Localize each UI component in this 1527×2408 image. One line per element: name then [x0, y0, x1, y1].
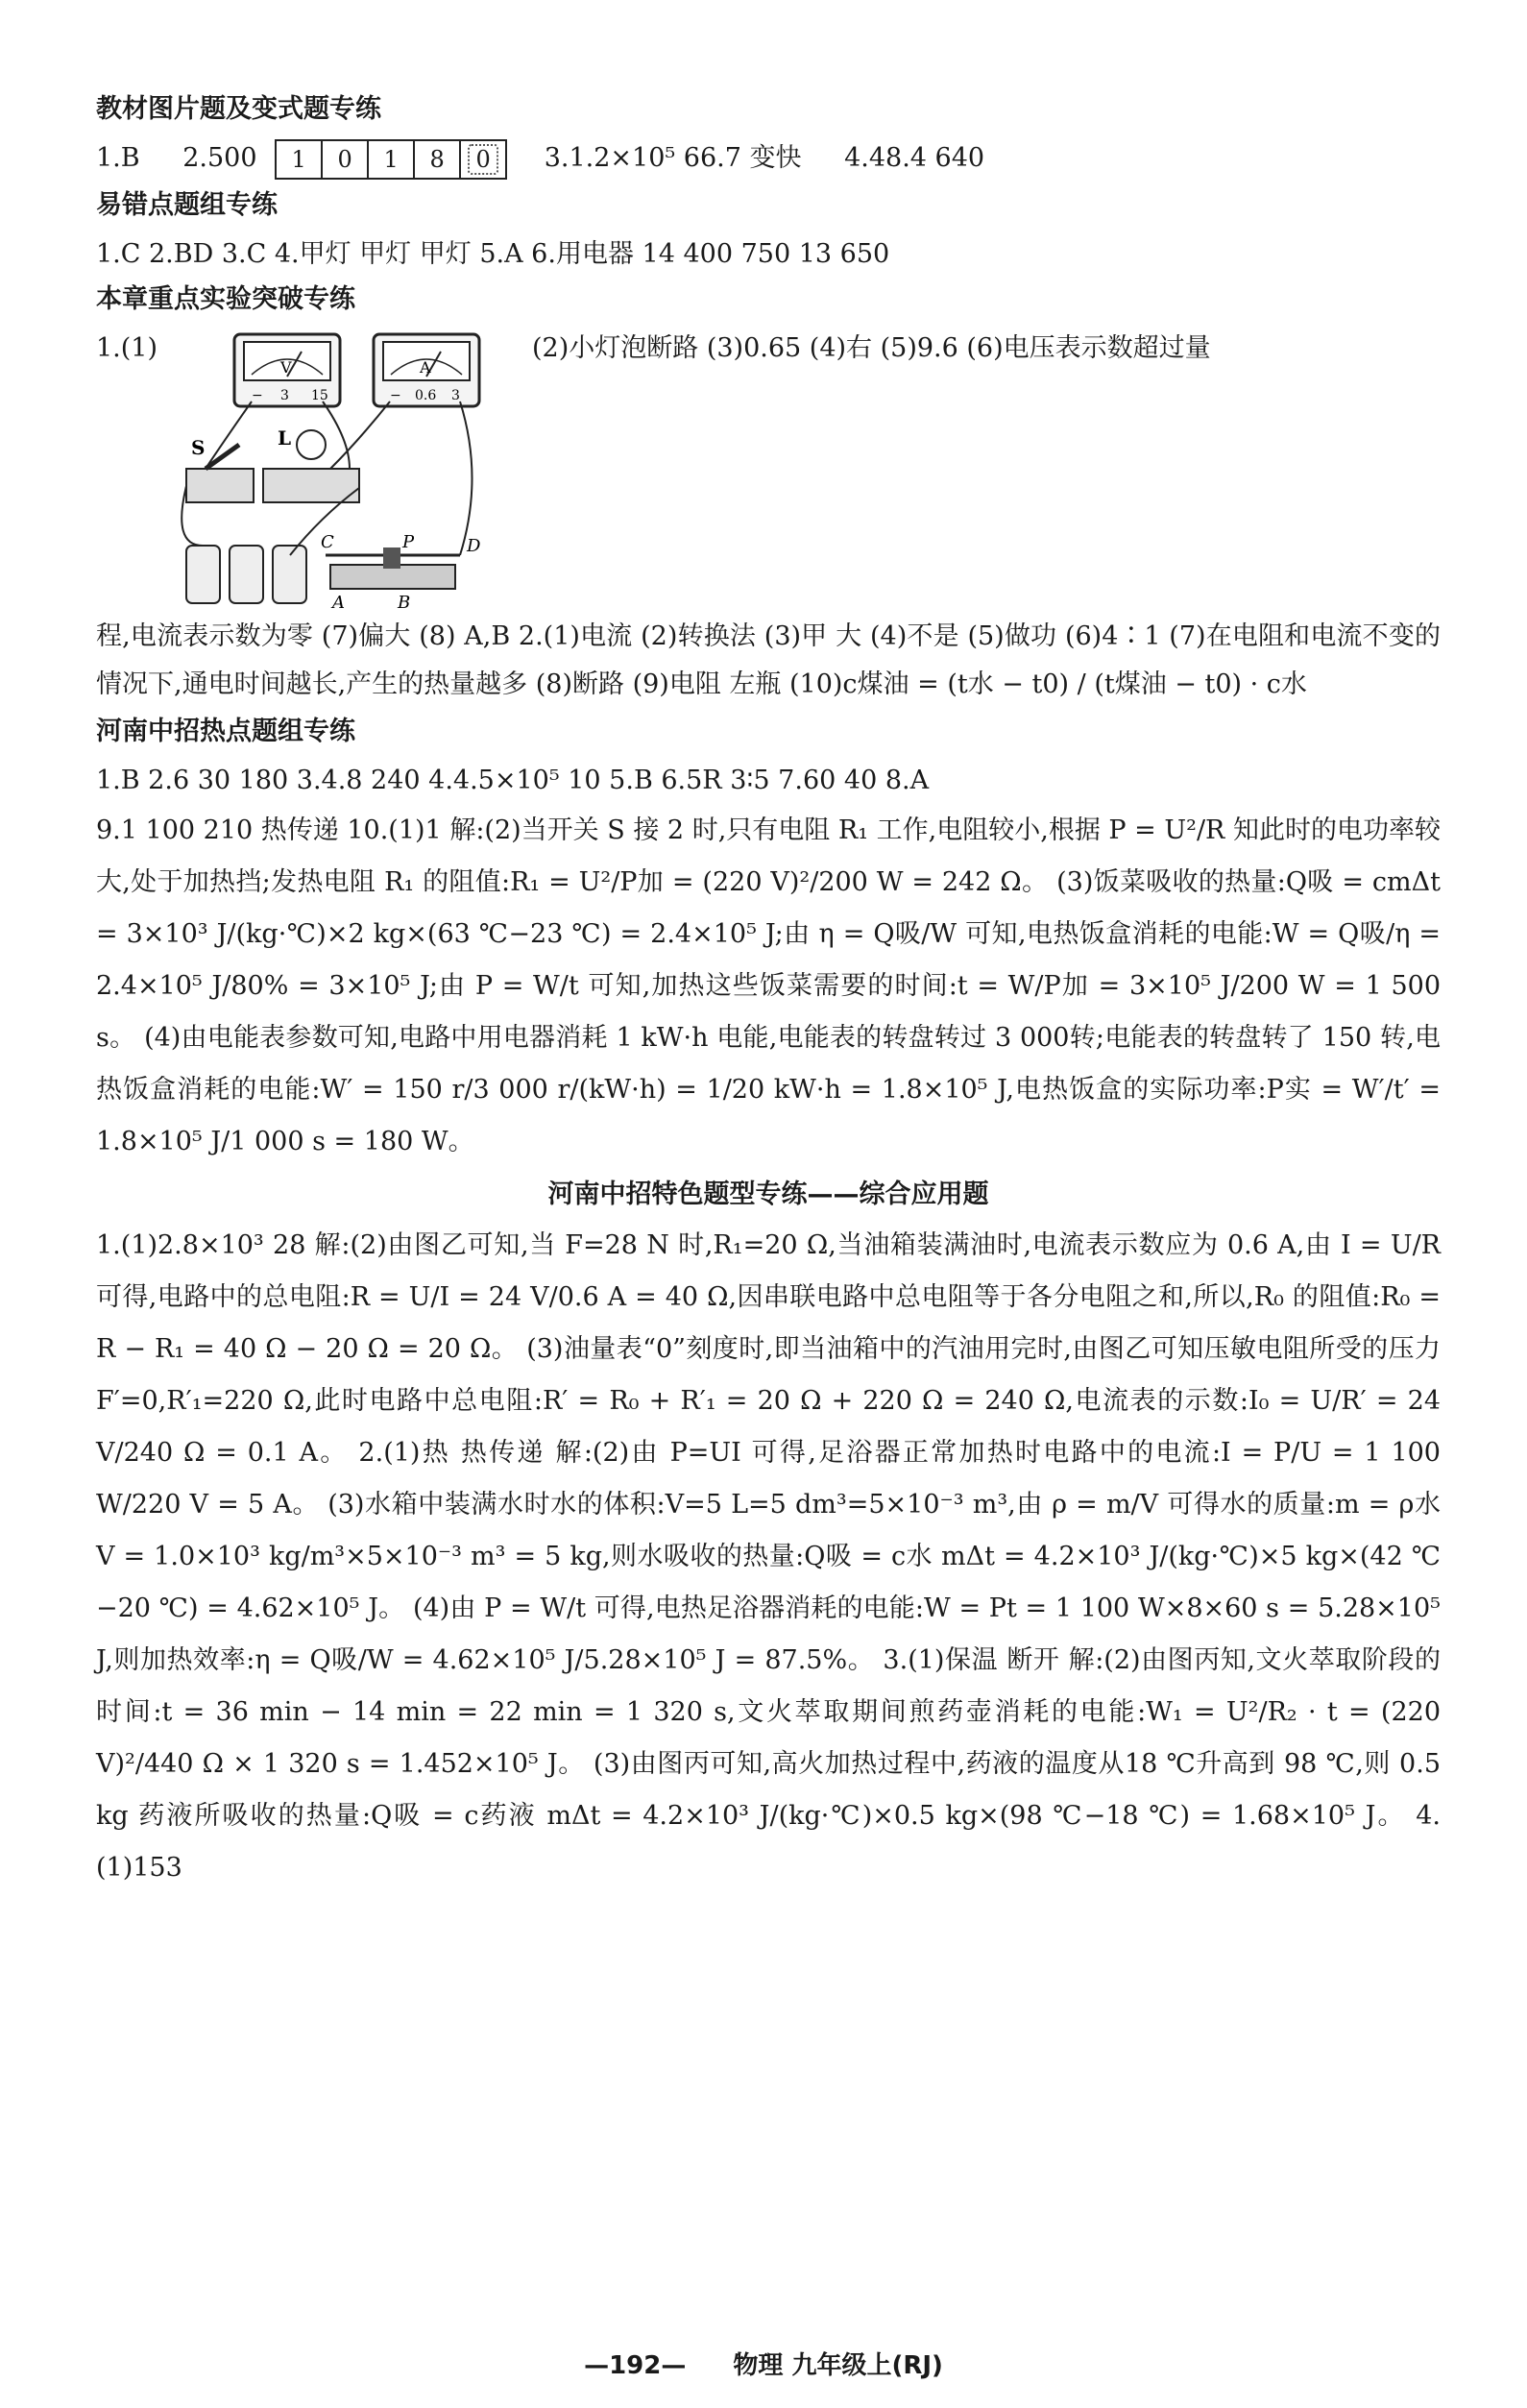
section-2-answers: 1.C 2.BD 3.C 4.甲灯 甲灯 甲灯 5.A 6.用电器 14 400 750 13 650: [96, 239, 890, 269]
label-b: B: [398, 593, 411, 613]
page-number: —192—: [584, 2351, 687, 2380]
label-p: P: [402, 532, 415, 552]
section-title-5: 河南中招特色题型专练——综合应用题: [547, 1180, 989, 1209]
question-1-label: 1.(1): [96, 333, 158, 363]
label-a: A: [332, 593, 346, 613]
section-title-4: 河南中招热点题组专练: [96, 717, 355, 746]
digit-box: 0: [323, 141, 369, 178]
voltmeter-scale-label: 15: [311, 388, 328, 403]
digit-box: 1: [369, 141, 415, 178]
voltmeter-icon: [234, 334, 340, 406]
ammeter-letter: A: [420, 358, 431, 377]
rheostat-slider: [383, 547, 400, 569]
section-5-paragraph: 1.(1)2.8×10³ 28 解:(2)由图乙可知,当 F=28 N 时,R₁=20 Ω,当油箱装满油时,电流表示数应为 0.6 A,由 I = U/R 可得,电路中的总电阻:R = U/I = 24 V/0.6 A = 40 Ω,因串联电路中总电阻等于各分电阻之和,所以,R₀ 的阻值:R₀ = R − R₁ = 40 Ω − 20 Ω = 20 Ω。 (3)油量表“0”刻度时,即当油箱中的汽油用完时,由图乙可知压敏电阻所受的压力 F′=0,R′₁=220 Ω,此时电路中总电阻:R′ = R₀ + R′₁ = 20 Ω + 220 Ω = 240 Ω,电流表的示数:I₀ = U/R′ = 24 V/240 Ω = 0.1 A。 2.(1)热 热传递 解:(2)由 P=UI 可得,足浴器正常加热时电路中的电流:I = P/U = 1 100 W/220 V = 5 A。 (3)水箱中装满水时水的体积:V=5 L=5 dm³=5×10⁻³ m³,由 ρ = m/V 可得水的质量:m = ρ水 V = 1.0×10³ kg/m³×5×10⁻³ m³ = 5 kg,则水吸收的热量:Q吸 = c水 mΔt = 4.2×10³ J/(kg·℃)×5 kg×(42 ℃−20 ℃) = 4.62×10⁵ J。 (4)由 P = W/t 可得,电热足浴器消耗的电能:W = Pt = 1 100 W×8×60 s = 5.28×10⁵ J,则加热效率:η = Q吸/W = 4.62×10⁵ J/5.28×10⁵ J = 87.5%。 3.(1)保温 断开 解:(2)由图丙知,文火萃取阶段的时间:t = 36 min − 14 min = 22 min = 1 320 s,文火萃取期间煎药壶消耗的电能:W₁ = U²/R₂ · t = (220 V)²/440 Ω × 1 320 s = 1.452×10⁵ J。 (3)由图丙可知,高火加热过程中,药液的温度从18 ℃升高到 98 ℃,则 0.5 kg 药液所吸收的热量:Q吸 = c药液 mΔt = 4.2×10³ J/(kg·℃)×0.5 kg×(98 ℃−18 ℃) = 1.68×10⁵ J。 4.(1)153: [96, 1230, 1441, 1883]
footer-subject: 物理 九年级上(RJ): [733, 2351, 943, 2380]
section-title-3: 本章重点实验突破专练: [96, 284, 355, 314]
label-l: L: [278, 426, 292, 450]
digit-box: 8: [415, 141, 461, 178]
digit-box-dotted-value: 0: [468, 144, 497, 175]
voltmeter-scale-label: 3: [280, 388, 289, 403]
section-4-paragraph: 9.1 100 210 热传递 10.(1)1 解:(2)当开关 S 接 2 时,只有电阻 R₁ 工作,电阻较小,根据 P = U²/R 知此时的电功率较大,处于加热挡;发热电阻 R₁ 的阻值:R₁ = U²/P加 = (220 V)²/200 W = 242 Ω。 (3)饭菜吸收的热量:Q吸 = cmΔt = 3×10³ J/(kg·℃)×2 kg×(63 ℃−23 ℃) = 2.4×10⁵ J;由 η = Q吸/W 可知,电热饭盒消耗的电能:W = Q吸/η = 2.4×10⁵ J/80% = 3×10⁵ J;由 P = W/t 可知,加热这些饭菜需要的时间:t = W/P加 = 3×10⁵ J/200 W = 1 500 s。 (4)由电能表参数可知,电路中用电器消耗 1 kW·h 电能,电能表的转盘转过 3 000转;电能表的转盘转了 150 转,电热饭盒消耗的电能:W′ = 150 r/3 000 r/(kW·h) = 1/20 kW·h = 1.8×10⁵ J,电热饭盒的实际功率:P实 = W′/t′ = 1.8×10⁵ J/1 000 s = 180 W。: [96, 815, 1441, 1156]
section-3-paragraph: 程,电流表示数为零 (7)偏大 (8) A,B 2.(1)电流 (2)转换法 (3)甲 大 (4)不是 (5)做功 (6)4∶1 (7)在电阻和电流不变的情况下,通电时间越长,产生的热量越多 (8)断路 (9)电阻 左瓶 (10)c煤油 = (t水 − t0) / (t煤油 − t0) · c水: [96, 621, 1441, 699]
section-title-2: 易错点题组专练: [96, 190, 278, 220]
lamp-board: [263, 469, 359, 502]
ammeter-icon: [374, 334, 479, 406]
answer-page: [96, 92, 1441, 1894]
label-c: C: [321, 532, 334, 552]
switch-lever: [206, 445, 239, 469]
answer-2: 2.500: [182, 143, 257, 173]
section-title-1: 教材图片题及变式题专练: [96, 94, 381, 124]
ammeter-scale-label: 3: [451, 388, 460, 403]
bulb-icon: [297, 430, 326, 459]
battery-icon: [230, 546, 263, 603]
digit-box: [461, 141, 505, 178]
digit-boxes: [275, 139, 507, 180]
voltmeter-scale-label: −: [252, 388, 263, 403]
circuit-figure: [167, 325, 513, 613]
digit-box: 1: [277, 141, 323, 178]
battery-icon: [186, 546, 220, 603]
answer-1: 1.B: [96, 143, 140, 173]
switch-board: [186, 469, 254, 502]
label-s: S: [191, 436, 206, 459]
answer-3: 3.1.2×10⁵ 66.7 变快: [544, 143, 802, 173]
page-footer: [0, 2346, 1527, 2381]
section-1-answers: [96, 134, 1441, 182]
answer-4: 4.48.4 640: [844, 143, 985, 173]
label-d: D: [467, 536, 481, 556]
section-4-line-1: 1.B 2.6 30 180 3.4.8 240 4.4.5×10⁵ 10 5.B 6.5R 3∶5 7.60 40 8.A: [96, 766, 930, 795]
question-1-right-text: (2)小灯泡断路 (3)0.65 (4)右 (5)9.6 (6)电压表示数超过量: [532, 333, 1211, 363]
battery-icon: [273, 546, 306, 603]
experiment-row: [96, 325, 1441, 613]
voltmeter-letter: V: [280, 358, 292, 377]
ammeter-scale-label: 0.6: [415, 388, 437, 403]
ammeter-scale-label: −: [390, 388, 401, 403]
